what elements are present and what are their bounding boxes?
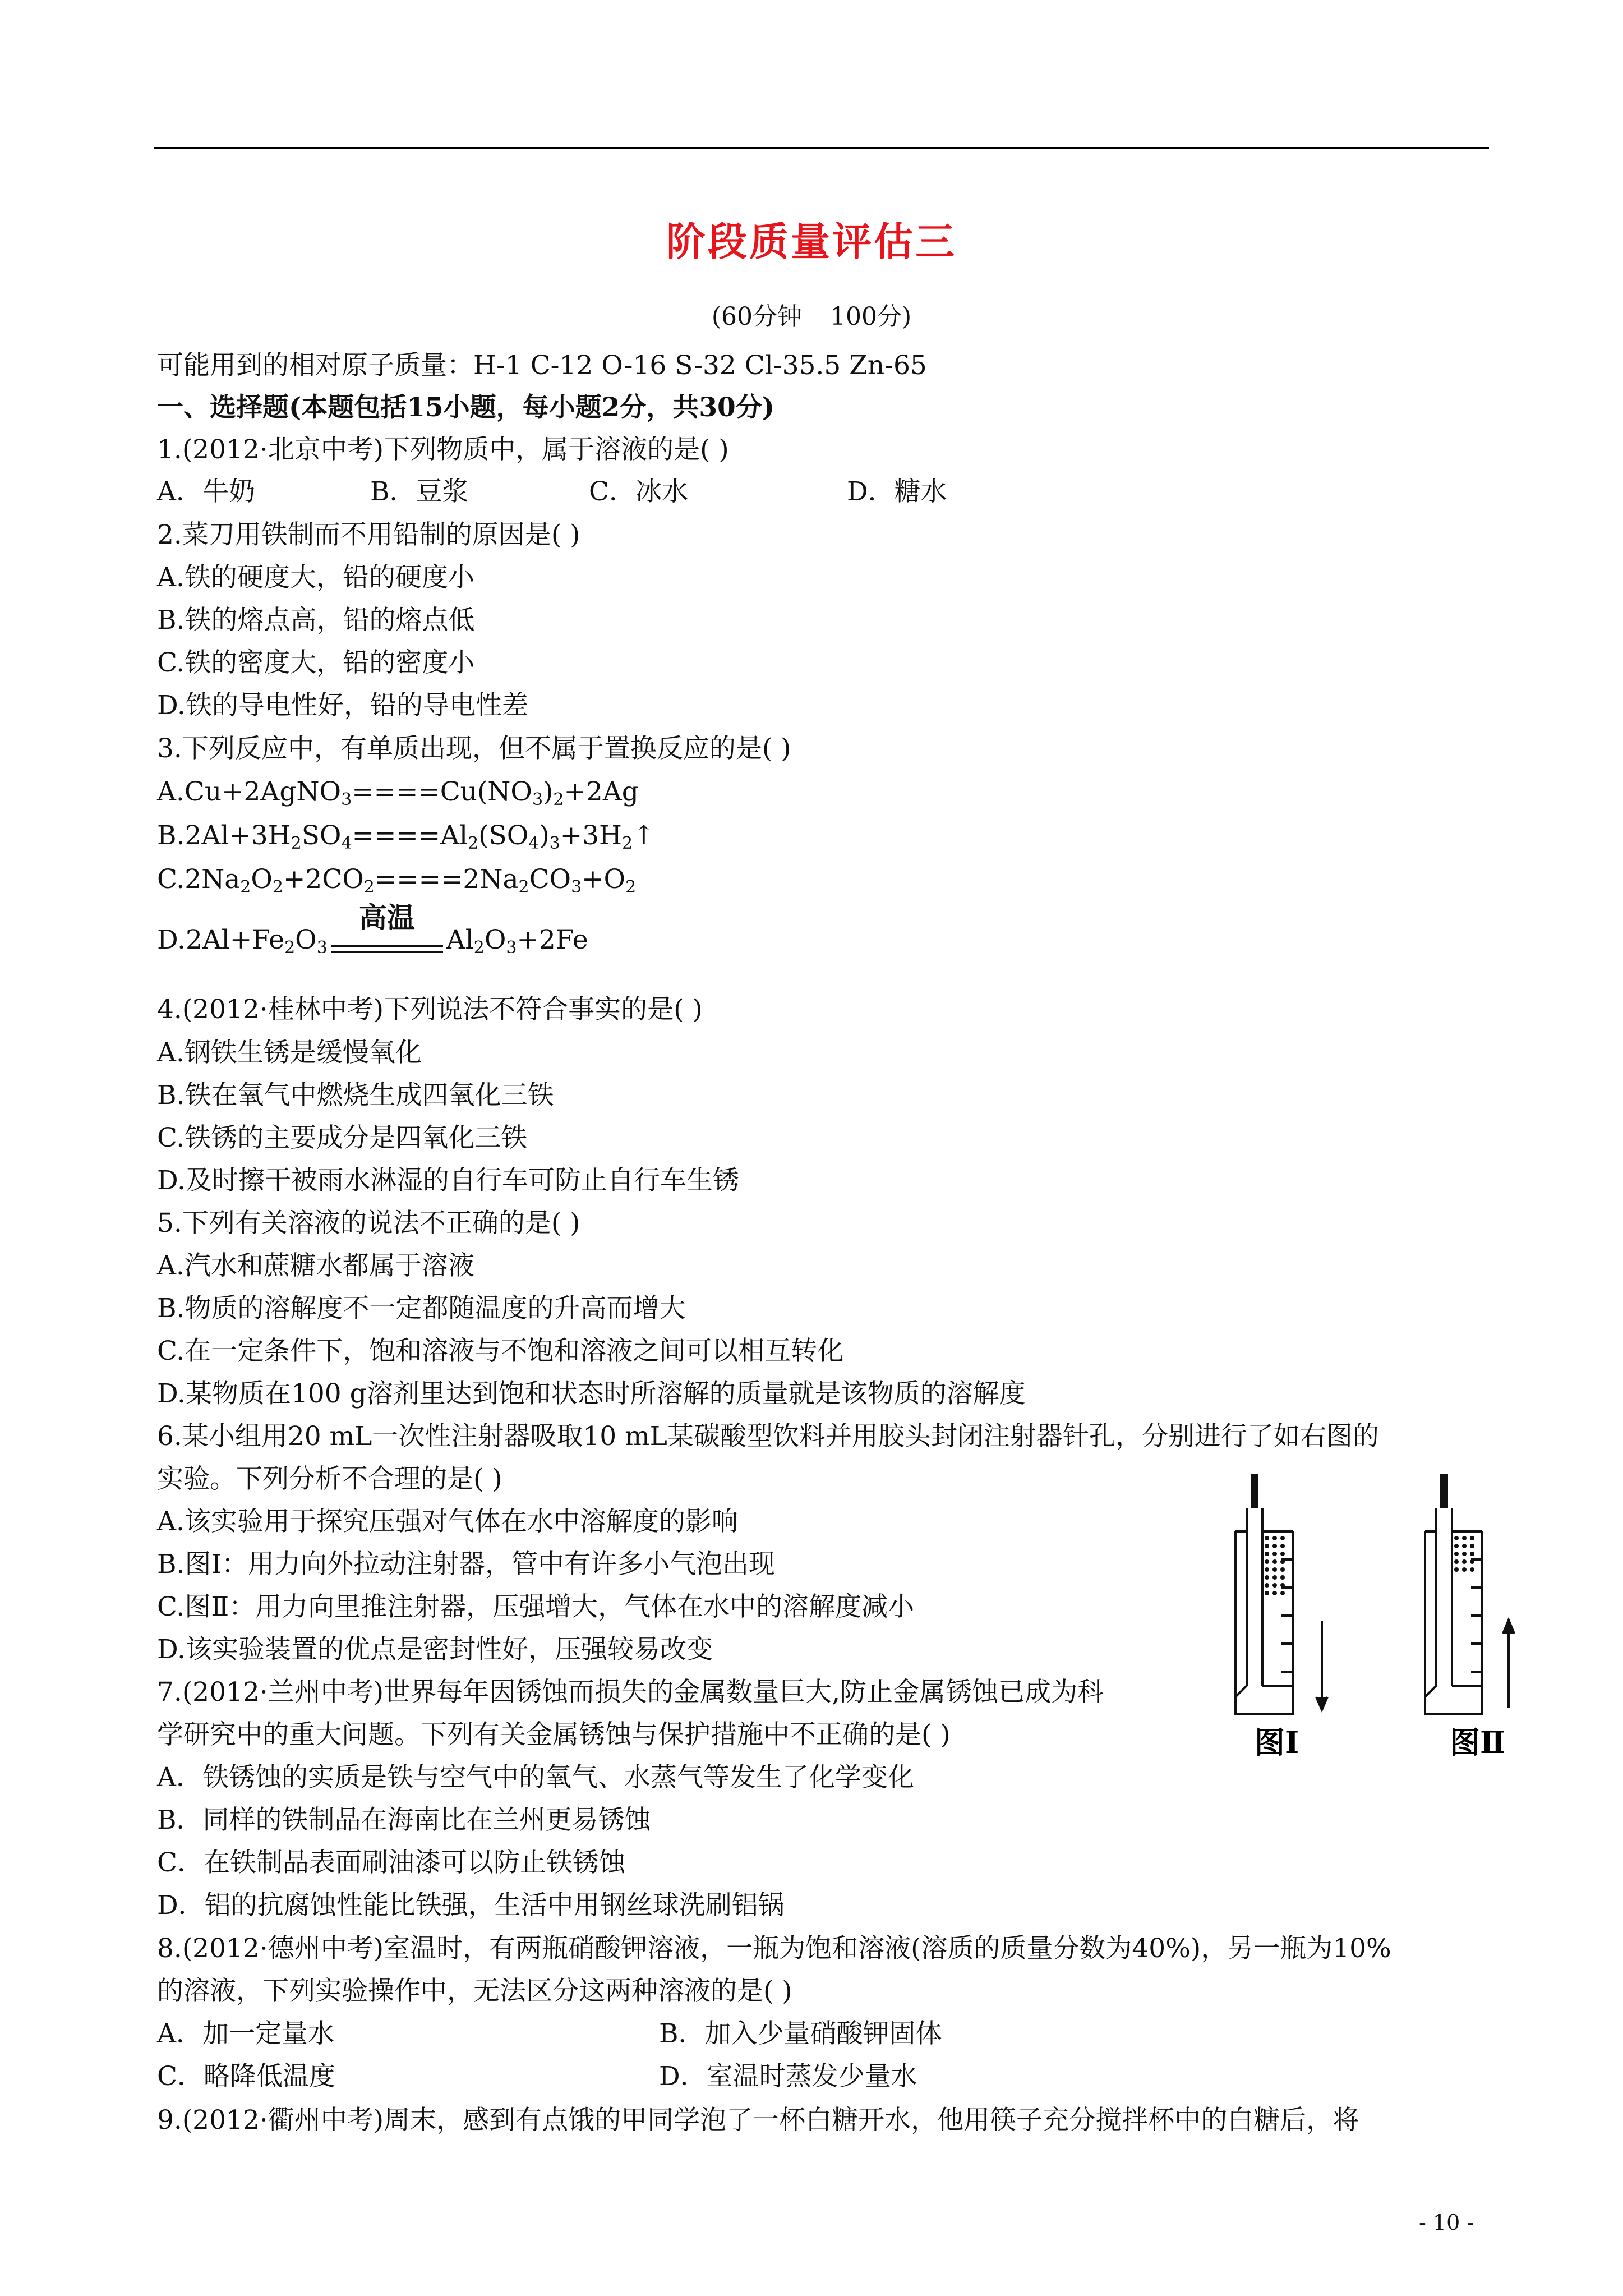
q1-option-d: D．糖水 xyxy=(847,476,947,507)
reaction-condition: 高温 xyxy=(331,923,443,949)
q2-option-c: C.铁的密度大，铅的密度小 xyxy=(157,647,475,678)
page-number: - 10 - xyxy=(1419,2210,1474,2235)
q4-option-a: A.钢铁生锈是缓慢氧化 xyxy=(157,1037,422,1068)
q6-option-a: A.该实验用于探究压强对气体在水中溶解度的影响 xyxy=(157,1506,738,1537)
q6-option-c: C.图Ⅱ：用力向里推注射器，压强增大，气体在水中的溶解度减小 xyxy=(157,1591,915,1622)
q5-option-c: C.在一定条件下，饱和溶液与不饱和溶液之间可以相互转化 xyxy=(157,1336,844,1366)
q4-option-d: D.及时擦干被雨水淋湿的自行车可防止自行车生锈 xyxy=(157,1165,739,1196)
q5-option-b: B.物质的溶解度不一定都随温度的升高而增大 xyxy=(157,1293,686,1324)
q7-stem-1: 7.(2012·兰州中考)世界每年因锈蚀而损失的金属数量巨大,防止金属锈蚀已成为科 xyxy=(157,1677,1104,1708)
q1-option-b: B．豆浆 xyxy=(370,476,469,507)
q7-option-d: D．铝的抗腐蚀性能比铁强，生活中用钢丝球洗刷铝锅 xyxy=(157,1890,785,1921)
exam-score: 100分) xyxy=(830,302,912,331)
atomic-masses: 可能用到的相对原子质量：H-1 C-12 O-16 S-32 Cl-35.5 Zn-65 xyxy=(157,350,927,381)
q5-option-d: D.某物质在100 g溶剂里达到饱和状态时所溶解的质量就是该物质的溶解度 xyxy=(157,1378,1026,1409)
page-title: 阶段质量评估三 xyxy=(666,218,957,265)
q6-stem-1: 6.某小组用20 mL一次性注射器吸取10 mL某碳酸型饮料并用胶头封闭注射器针孔，分别进行了如右图的 xyxy=(157,1421,1379,1452)
q8-option-d: D．室温时蒸发少量水 xyxy=(659,2061,917,2092)
q8-stem-2: 的溶液，下列实验操作中，无法区分这两种溶液的是( ) xyxy=(157,1976,792,2007)
q6-option-d: D.该实验装置的优点是密封性好，压强较易改变 xyxy=(157,1634,713,1665)
q6-option-b: B.图Ⅰ：用力向外拉动注射器，管中有许多小气泡出现 xyxy=(157,1549,776,1580)
q3-option-c: $C.2Na_2O_2+2CO_2====2Na_2CO_3+O_2$ xyxy=(157,864,637,897)
q8-option-a: A．加一定量水 xyxy=(157,2018,334,2049)
q8-stem-1: 8.(2012·德州中考)室温时，有两瓶硝酸钾溶液，一瓶为饱和溶液(溶质的质量分数为40%)，另一瓶为10% xyxy=(157,1933,1391,1964)
q1-option-c: C．冰水 xyxy=(589,476,688,507)
q3-option-b: $B.2Al+3H_2SO_4====Al_2(SO_4)_3+3H_2↑$ xyxy=(157,820,655,853)
syringe-diagram xyxy=(1220,1458,1523,1756)
q8-option-c: C．略降低温度 xyxy=(157,2061,335,2092)
q3-option-a: $A.Cu+2AgNO_3====Cu(NO_3)_2+2Ag$ xyxy=(157,776,639,809)
q4-stem: 4.(2012·桂林中考)下列说法不符合事实的是( ) xyxy=(157,994,703,1025)
q7-option-c: C．在铁制品表面刷油漆可以防止铁锈蚀 xyxy=(157,1847,625,1878)
q6-stem-2: 实验。下列分析不合理的是( ) xyxy=(157,1464,502,1494)
q2-stem: 2.菜刀用铁制而不用铅制的原因是( ) xyxy=(157,519,580,550)
figure-2-label: 图Ⅱ xyxy=(1450,1724,1506,1756)
q2-option-a: A.铁的硬度大，铅的硬度小 xyxy=(157,562,474,593)
q2-option-b: B.铁的熔点高，铅的熔点低 xyxy=(157,605,475,636)
exam-meta xyxy=(0,296,1623,332)
q8-option-b: B．加入少量硝酸钾固体 xyxy=(659,2018,942,2049)
q7-stem-2: 学研究中的重大问题。下列有关金属锈蚀与保护措施中不正确的是( ) xyxy=(157,1719,951,1750)
q4-option-b: B.铁在氧气中燃烧生成四氧化三铁 xyxy=(157,1080,554,1111)
q7-option-a: A．铁锈蚀的实质是铁与空气中的氧气、水蒸气等发生了化学变化 xyxy=(157,1762,914,1793)
q1-stem: 1.(2012·北京中考)下列物质中，属于溶液的是( ) xyxy=(157,434,729,465)
figure-1-label: 图Ⅰ xyxy=(1255,1724,1299,1756)
syringe-figure xyxy=(1220,1458,1523,1756)
section-heading: 一、选择题(本题包括15小题，每小题2分，共30分) xyxy=(157,392,774,423)
q3-option-d: $D.2Al+Fe_2O_3$ 高温 $Al_2O_3+2Fe$ xyxy=(157,901,588,958)
exam-time: (60分钟 xyxy=(711,302,802,331)
q9-stem-1: 9.(2012·衢州中考)周末，感到有点饿的甲同学泡了一杯白糖开水，他用筷子充分搅拌杯中的白糖后，将 xyxy=(157,2105,1359,2136)
q2-option-d: D.铁的导电性好，铅的导电性差 xyxy=(157,690,528,721)
q5-stem: 5.下列有关溶液的说法不正确的是( ) xyxy=(157,1208,580,1239)
q3-stem: 3.下列反应中，有单质出现，但不属于置换反应的是( ) xyxy=(157,733,791,764)
q1-option-a: A．牛奶 xyxy=(157,476,255,507)
header-rule xyxy=(154,147,1489,149)
q4-option-c: C.铁锈的主要成分是四氧化三铁 xyxy=(157,1122,528,1153)
q5-option-a: A.汽水和蔗糖水都属于溶液 xyxy=(157,1250,474,1281)
q7-option-b: B．同样的铁制品在海南比在兰州更易锈蚀 xyxy=(157,1805,651,1835)
